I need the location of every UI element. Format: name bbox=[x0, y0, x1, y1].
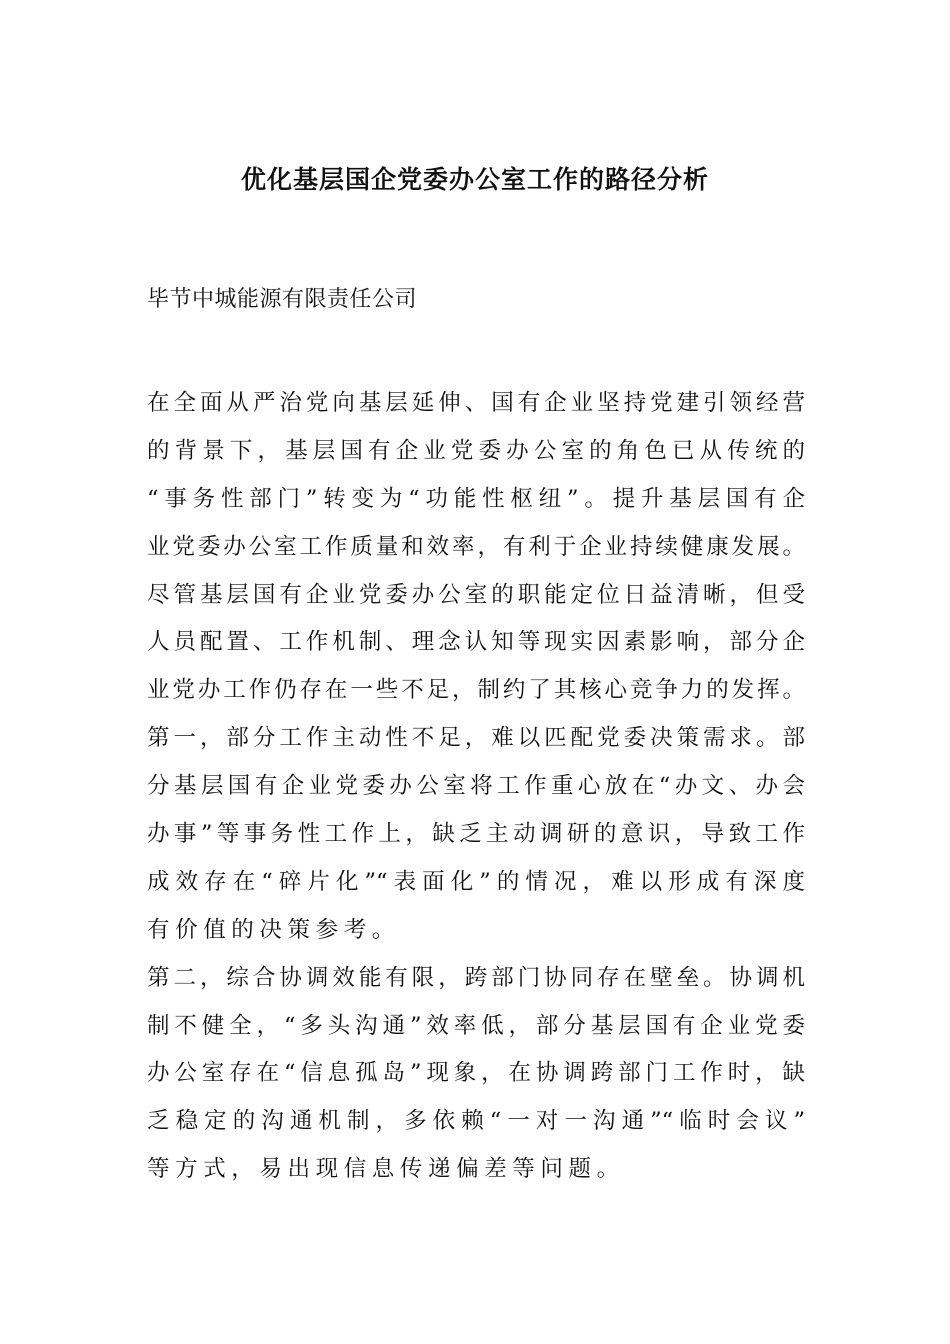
document-title: 优化基层国企党委办公室工作的路径分析 bbox=[240, 165, 709, 194]
body-line: 业党办工作仍存在一些不足，制约了其核心竞争力的发挥。 bbox=[147, 677, 805, 704]
body-line: 第一，部分工作主动性不足，难以匹配党委决策需求。部 bbox=[147, 725, 805, 752]
body-line: 的背景下，基层国有企业党委办公室的角色已从传统的 bbox=[147, 437, 805, 464]
organization-name: 毕节中城能源有限责任公司 bbox=[147, 287, 418, 312]
document-body bbox=[147, 386, 805, 1200]
body-line: 有价值的决策参考。 bbox=[147, 916, 400, 943]
body-line: 办公室存在“信息孤岛”现象，在协调跨部门工作时，缺 bbox=[147, 1060, 805, 1087]
body-line: 乏稳定的沟通机制，多依赖“一对一沟通”“临时会议” bbox=[147, 1108, 805, 1135]
body-line: “事务性部门”转变为“功能性枢纽”。提升基层国有企 bbox=[147, 485, 805, 512]
body-line: 等方式，易出现信息传递偏差等问题。 bbox=[147, 1156, 625, 1183]
body-line: 人员配置、工作机制、理念认知等现实因素影响，部分企 bbox=[147, 629, 805, 656]
body-line: 业党委办公室工作质量和效率，有利于企业持续健康发展。 bbox=[147, 533, 805, 560]
body-line: 办事”等事务性工作上，缺乏主动调研的意识，导致工作 bbox=[147, 821, 805, 848]
body-line: 分基层国有企业党委办公室将工作重心放在“办文、办会 bbox=[147, 773, 805, 800]
body-line: 制不健全，“多头沟通”效率低，部分基层国有企业党委 bbox=[147, 1012, 805, 1039]
body-line: 尽管基层国有企业党委办公室的职能定位日益清晰，但受 bbox=[147, 581, 805, 608]
body-line: 第二，综合协调效能有限，跨部门协同存在壁垒。协调机 bbox=[147, 964, 805, 991]
body-line: 在全面从严治党向基层延伸、国有企业坚持党建引领经营 bbox=[147, 390, 805, 416]
body-line: 成效存在“碎片化”“表面化”的情况，难以形成有深度 bbox=[147, 868, 805, 895]
